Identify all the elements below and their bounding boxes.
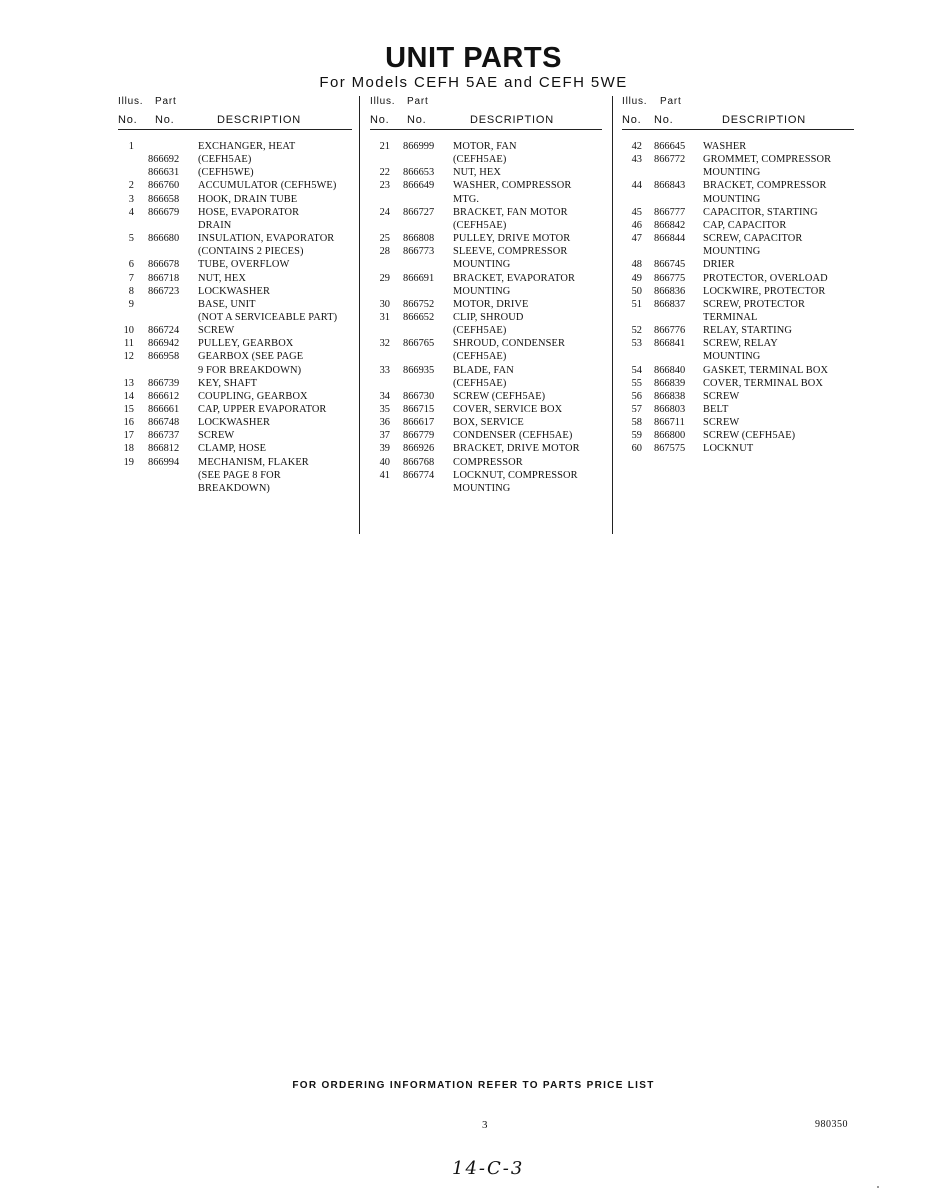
part-row [118, 469, 354, 482]
part-row [118, 206, 354, 219]
illus-number: 39 [379, 443, 390, 455]
part-number: 866748 [148, 417, 180, 429]
part-description: BRACKET, EVAPORATOR [453, 272, 575, 284]
header-illus: Illus. [118, 96, 144, 107]
part-row [622, 285, 858, 298]
part-row [118, 245, 354, 258]
part-description: MTG. [453, 193, 480, 205]
part-description: (CEFH5AE) [453, 325, 507, 337]
part-number: 866768 [403, 456, 435, 468]
illus-number: 40 [379, 456, 390, 468]
illus-number: 18 [123, 443, 134, 455]
part-number: 866692 [148, 154, 180, 166]
part-number: 866645 [654, 141, 686, 152]
part-row [370, 179, 606, 192]
part-row [622, 337, 858, 350]
part-description: LOCKWASHER [198, 285, 271, 297]
part-row [118, 482, 354, 495]
illus-number: 17 [123, 430, 134, 442]
part-row [118, 298, 354, 311]
part-description: BRACKET, COMPRESSOR [703, 180, 827, 192]
part-row [622, 390, 858, 403]
illus-number: 15 [123, 404, 134, 415]
part-description: COMPRESSOR [453, 456, 523, 468]
part-description: LOCKWASHER [198, 417, 271, 429]
part-description: SCREW [198, 430, 235, 442]
part-row [622, 442, 858, 455]
part-number: 866727 [403, 206, 435, 218]
part-row [622, 311, 858, 324]
part-row [622, 272, 858, 285]
part-row [118, 153, 354, 166]
illus-number: 43 [631, 154, 642, 166]
part-number: 866760 [148, 180, 180, 192]
illus-number: 53 [631, 338, 642, 350]
header-rule [370, 129, 602, 130]
part-description: COUPLING, GEARBOX [198, 390, 308, 402]
illus-number: 16 [123, 417, 134, 429]
part-description: SHROUD, CONDENSER [453, 338, 565, 350]
illus-number: 48 [631, 259, 642, 271]
part-number: 866774 [403, 469, 435, 481]
part-description: SCREW [198, 325, 235, 337]
part-number: 866841 [654, 338, 686, 350]
illus-number: 25 [379, 233, 390, 245]
part-row [118, 311, 354, 324]
part-number: 866772 [654, 154, 686, 166]
header-no: No. [118, 114, 138, 126]
part-row [370, 140, 606, 153]
illus-number: 22 [379, 167, 390, 179]
part-row [370, 337, 606, 350]
part-row [370, 285, 606, 298]
part-number: 866653 [403, 167, 435, 179]
part-description: (CONTAINS 2 PIECES) [198, 246, 304, 258]
page-number: 3 [482, 1119, 488, 1131]
illus-number: 23 [379, 180, 390, 192]
part-description: MOUNTING [453, 482, 511, 494]
part-description: GROMMET, COMPRESSOR [703, 154, 832, 166]
part-row [370, 311, 606, 324]
header-no: No. [370, 114, 390, 126]
part-row [370, 482, 606, 495]
illus-number: 56 [631, 390, 642, 402]
part-row [622, 364, 858, 377]
page-title: UNIT PARTS [385, 42, 562, 74]
illus-number: 2 [128, 180, 134, 192]
part-description: CAPACITOR, STARTING [703, 206, 818, 218]
part-row [622, 298, 858, 311]
part-row [622, 206, 858, 219]
part-number: 866843 [654, 180, 686, 192]
part-row [370, 232, 606, 245]
part-row [118, 232, 354, 245]
part-number: 866658 [148, 193, 180, 205]
header-rule [622, 129, 854, 130]
illus-number: 4 [128, 206, 134, 218]
part-number: 866942 [148, 338, 180, 350]
part-description: DRIER [703, 259, 735, 271]
part-description: SCREW, RELAY [703, 338, 778, 350]
part-description: MOUNTING [703, 193, 761, 205]
part-description: (CEFH5AE) [453, 351, 507, 363]
part-row [622, 350, 858, 363]
part-row [622, 258, 858, 271]
illus-number: 7 [128, 272, 134, 284]
illus-number: 13 [123, 377, 134, 389]
part-number: 866765 [403, 338, 435, 350]
part-number: 866926 [403, 443, 435, 455]
part-description: SCREW, CAPACITOR [703, 233, 803, 245]
illus-number: 6 [128, 259, 134, 271]
part-row [622, 153, 858, 166]
part-number: 866745 [654, 259, 686, 271]
part-description: RELAY, STARTING [703, 325, 792, 337]
part-row [118, 429, 354, 442]
part-number: 866724 [148, 325, 180, 337]
illus-number: 52 [631, 325, 642, 337]
part-description: SCREW (CEFH5AE) [453, 390, 546, 402]
part-description: LOCKNUT, COMPRESSOR [453, 469, 578, 481]
part-number: 866691 [403, 272, 435, 284]
part-row [370, 258, 606, 271]
illus-number: 58 [631, 417, 642, 429]
part-row [118, 456, 354, 469]
part-number: 866840 [654, 364, 686, 376]
part-description: MOUNTING [703, 351, 761, 363]
part-description: BOX, SERVICE [453, 417, 524, 429]
part-number: 866777 [654, 206, 686, 218]
part-row [118, 219, 354, 232]
part-number: 866779 [403, 430, 435, 442]
header-part-no: No. [155, 114, 175, 126]
part-description: ACCUMULATOR (CEFH5WE) [198, 180, 337, 192]
part-description: SLEEVE, COMPRESSOR [453, 246, 568, 258]
part-row [370, 364, 606, 377]
part-number: 866718 [148, 272, 180, 284]
part-description: PROTECTOR, OVERLOAD [703, 272, 828, 284]
part-row [370, 153, 606, 166]
part-number: 866661 [148, 404, 180, 415]
part-description: MOUNTING [703, 167, 761, 179]
header-description: DESCRIPTION [470, 114, 554, 126]
column-divider-2 [612, 96, 613, 534]
illus-number: 41 [379, 469, 390, 481]
part-description: WASHER [703, 141, 747, 152]
part-row [118, 140, 354, 153]
header-description: DESCRIPTION [722, 114, 806, 126]
part-row [118, 377, 354, 390]
part-number: 866652 [403, 311, 435, 323]
illus-number: 12 [123, 351, 134, 363]
illus-number: 49 [631, 272, 642, 284]
handwritten-mark: 14-C-3 [452, 1158, 525, 1179]
part-row [118, 324, 354, 337]
part-number: 867575 [654, 443, 686, 455]
illus-number: 60 [631, 443, 642, 455]
header-part: Part [407, 96, 429, 107]
part-description: LOCKNUT [703, 443, 754, 455]
part-row [118, 442, 354, 455]
part-row [370, 469, 606, 482]
header-part: Part [660, 96, 682, 107]
part-row [370, 390, 606, 403]
illus-number: 34 [379, 390, 390, 402]
part-description: MOTOR, DRIVE [453, 298, 529, 310]
part-number: 866838 [654, 390, 686, 402]
illus-number: 47 [631, 233, 642, 245]
illus-number: 36 [379, 417, 390, 429]
part-row [370, 403, 606, 416]
illus-number: 24 [379, 206, 390, 218]
illus-number: 30 [379, 298, 390, 310]
part-number: 866842 [654, 219, 686, 231]
illus-number: 1 [128, 141, 134, 152]
part-row [118, 337, 354, 350]
part-row [370, 298, 606, 311]
illus-number: 29 [379, 272, 390, 284]
part-row [370, 324, 606, 337]
header-rule [118, 129, 352, 130]
document-code: 980350 [815, 1119, 848, 1130]
part-description: INSULATION, EVAPORATOR [198, 233, 335, 245]
part-row [622, 179, 858, 192]
part-row [622, 219, 858, 232]
part-row [370, 272, 606, 285]
illus-number: 33 [379, 364, 390, 376]
part-row [118, 416, 354, 429]
part-description: CAP, CAPACITOR [703, 219, 787, 231]
part-description: COVER, SERVICE BOX [453, 404, 563, 415]
illus-number: 3 [128, 193, 134, 205]
illus-number: 11 [123, 338, 134, 350]
part-number: 866836 [654, 285, 686, 297]
part-row [370, 442, 606, 455]
part-row [118, 272, 354, 285]
header-illus: Illus. [622, 96, 648, 107]
part-row [370, 193, 606, 206]
scan-speck [877, 1186, 879, 1188]
part-description: NUT, HEX [198, 272, 246, 284]
part-number: 866803 [654, 404, 686, 415]
part-description: (CEFH5AE) [198, 154, 252, 166]
part-description: WASHER, COMPRESSOR [453, 180, 572, 192]
part-row [370, 206, 606, 219]
illus-number: 42 [631, 141, 642, 152]
part-description: COVER, TERMINAL BOX [703, 377, 823, 389]
part-description: SCREW [703, 390, 740, 402]
part-description: (CEFH5WE) [198, 167, 254, 179]
illus-number: 5 [128, 233, 134, 245]
illus-number: 10 [123, 325, 134, 337]
illus-number: 19 [123, 456, 134, 468]
part-description: (CEFH5AE) [453, 219, 507, 231]
part-number: 866737 [148, 430, 180, 442]
part-description: MOUNTING [703, 246, 761, 258]
part-description: SCREW (CEFH5AE) [703, 430, 796, 442]
part-row [370, 377, 606, 390]
part-description: CAP, UPPER EVAPORATOR [198, 404, 327, 415]
part-row [118, 390, 354, 403]
illus-number: 59 [631, 430, 642, 442]
illus-number: 57 [631, 404, 642, 415]
illus-number: 14 [123, 390, 134, 402]
part-description: MOUNTING [453, 285, 511, 297]
part-number: 866776 [654, 325, 686, 337]
illus-number: 32 [379, 338, 390, 350]
part-row [370, 416, 606, 429]
header-part: Part [155, 96, 177, 107]
part-row [370, 350, 606, 363]
part-number: 866617 [403, 417, 435, 429]
part-description: PULLEY, GEARBOX [198, 338, 294, 350]
illus-number: 8 [128, 285, 134, 297]
part-number: 866679 [148, 206, 180, 218]
part-row [118, 285, 354, 298]
part-number: 866678 [148, 259, 180, 271]
part-description: GEARBOX (SEE PAGE [198, 351, 304, 363]
part-row [622, 193, 858, 206]
column-divider-1 [359, 96, 360, 534]
part-row [118, 350, 354, 363]
illus-number: 31 [379, 311, 390, 323]
part-description: HOOK, DRAIN TUBE [198, 193, 298, 205]
part-description: TUBE, OVERFLOW [198, 259, 290, 271]
part-number: 866844 [654, 233, 686, 245]
part-row [118, 193, 354, 206]
header-part-no: No. [407, 114, 427, 126]
part-number: 866958 [148, 351, 180, 363]
header-part-no: No. [654, 114, 674, 126]
illus-number: 37 [379, 430, 390, 442]
illus-number: 35 [379, 404, 390, 415]
part-number: 866715 [403, 404, 435, 415]
illus-number: 9 [128, 298, 134, 310]
part-row [622, 232, 858, 245]
illus-number: 51 [631, 298, 642, 310]
part-number: 866711 [654, 417, 685, 429]
part-description: KEY, SHAFT [198, 377, 258, 389]
part-row [622, 377, 858, 390]
part-description: BELT [703, 404, 729, 415]
part-description: MOUNTING [453, 259, 511, 271]
part-row [622, 324, 858, 337]
part-description: (SEE PAGE 8 FOR [198, 469, 281, 481]
part-row [370, 245, 606, 258]
illus-number: 55 [631, 377, 642, 389]
part-number: 866775 [654, 272, 686, 284]
part-row [622, 166, 858, 179]
part-row [118, 166, 354, 179]
part-number: 866800 [654, 430, 686, 442]
part-row [370, 219, 606, 232]
part-description: (NOT A SERVICEABLE PART) [198, 311, 338, 323]
part-row [118, 403, 354, 416]
part-description: SCREW, PROTECTOR [703, 298, 806, 310]
part-description: EXCHANGER, HEAT [198, 141, 296, 152]
illus-number: 50 [631, 285, 642, 297]
part-description: (CEFH5AE) [453, 377, 507, 389]
part-number: 866935 [403, 364, 435, 376]
part-number: 866612 [148, 390, 180, 402]
part-number: 866631 [148, 167, 180, 179]
ordering-info-note: FOR ORDERING INFORMATION REFER TO PARTS PRICE LIST [292, 1080, 655, 1091]
part-description: BREAKDOWN) [198, 482, 270, 494]
part-number: 866808 [403, 233, 435, 245]
part-row [118, 258, 354, 271]
part-number: 866680 [148, 233, 180, 245]
part-row [370, 429, 606, 442]
header-illus: Illus. [370, 96, 396, 107]
illus-number: 54 [631, 364, 642, 376]
part-description: 9 FOR BREAKDOWN) [198, 364, 302, 376]
part-row [622, 245, 858, 258]
part-row [622, 140, 858, 153]
part-number: 866994 [148, 456, 180, 468]
part-number: 866649 [403, 180, 435, 192]
illus-number: 45 [631, 206, 642, 218]
part-number: 866839 [654, 377, 686, 389]
part-row [622, 429, 858, 442]
illus-number: 28 [379, 246, 390, 258]
part-number: 866739 [148, 377, 180, 389]
illus-number: 44 [631, 180, 642, 192]
part-description: BRACKET, FAN MOTOR [453, 206, 568, 218]
header-description: DESCRIPTION [217, 114, 301, 126]
part-description: TERMINAL [703, 311, 758, 323]
part-description: DRAIN [198, 219, 232, 231]
part-description: SCREW [703, 417, 740, 429]
part-number: 866752 [403, 298, 435, 310]
part-number: 866723 [148, 285, 180, 297]
part-description: BLADE, FAN [453, 364, 514, 376]
part-description: BASE, UNIT [198, 298, 256, 310]
header-no: No. [622, 114, 642, 126]
part-description: PULLEY, DRIVE MOTOR [453, 233, 571, 245]
part-description: CLAMP, HOSE [198, 443, 267, 455]
part-row [622, 416, 858, 429]
part-description: HOSE, EVAPORATOR [198, 206, 300, 218]
part-number: 866812 [148, 443, 180, 455]
part-row [370, 166, 606, 179]
part-description: LOCKWIRE, PROTECTOR [703, 285, 826, 297]
part-row [118, 179, 354, 192]
part-description: MOTOR, FAN [453, 141, 517, 152]
part-description: MECHANISM, FLAKER [198, 456, 309, 468]
part-description: NUT, HEX [453, 167, 501, 179]
illus-number: 46 [631, 219, 642, 231]
part-description: GASKET, TERMINAL BOX [703, 364, 829, 376]
part-row [370, 456, 606, 469]
part-description: CONDENSER (CEFH5AE) [453, 430, 573, 442]
part-number: 866773 [403, 246, 435, 258]
part-number: 866730 [403, 390, 435, 402]
part-number: 866999 [403, 141, 435, 152]
part-description: BRACKET, DRIVE MOTOR [453, 443, 580, 455]
part-number: 866837 [654, 298, 686, 310]
part-row [622, 403, 858, 416]
part-description: (CEFH5AE) [453, 154, 507, 166]
part-description: CLIP, SHROUD [453, 311, 524, 323]
page-subtitle: For Models CEFH 5AE and CEFH 5WE [319, 74, 628, 91]
illus-number: 21 [379, 141, 390, 152]
part-row [118, 364, 354, 377]
